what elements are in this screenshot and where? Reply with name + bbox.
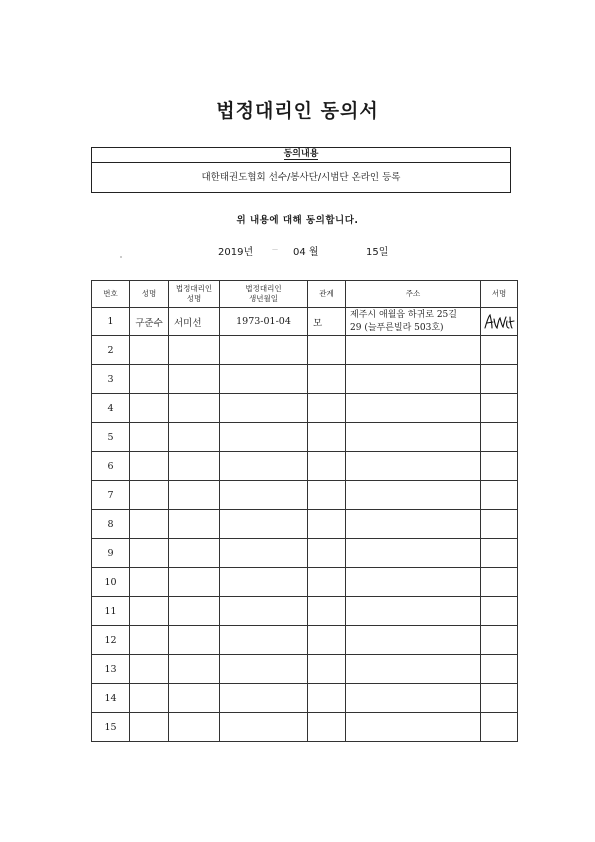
signature-table [91,280,518,742]
cell-no: 12 [92,626,130,655]
cell-signature [481,365,518,394]
cell-guardian-name [169,626,220,655]
cell-guardian-birth [220,568,308,597]
cell-address [346,423,481,452]
address-line-2: 29 (늘푸른빌라 503호) [350,322,444,333]
table-row [92,308,518,336]
cell-relation [308,510,346,539]
consent-content: 대한태권도협회 선수/봉사단/시범단 온라인 등록 [201,172,401,183]
cell-relation [308,626,346,655]
cell-name [130,365,169,394]
table-row [92,626,518,655]
cell-name [130,539,169,568]
cell-signature [481,336,518,365]
cell-address [346,452,481,481]
cell-signature [481,539,518,568]
scan-speck [120,256,122,258]
cell-name [130,423,169,452]
table-body [92,308,518,742]
cell-guardian-birth [220,713,308,742]
table-row [92,684,518,713]
cell-no: 4 [92,394,130,423]
table-row [92,394,518,423]
header-signature: 서명 [481,281,518,308]
cell-relation: 모 [308,308,346,336]
cell-name [130,684,169,713]
cell-no: 3 [92,365,130,394]
cell-no: 10 [92,568,130,597]
cell-name [130,597,169,626]
cell-name [130,713,169,742]
table-row [92,539,518,568]
table-row [92,510,518,539]
cell-name [130,655,169,684]
cell-guardian-name [169,713,220,742]
cell-name [130,510,169,539]
cell-guardian-name [169,365,220,394]
cell-no: 15 [92,713,130,742]
cell-guardian-birth [220,394,308,423]
cell-address [346,684,481,713]
cell-name [130,568,169,597]
cell-address [346,655,481,684]
cell-relation [308,684,346,713]
header-relation: 관계 [308,281,346,308]
table-row [92,597,518,626]
cell-signature [481,423,518,452]
cell-no: 14 [92,684,130,713]
cell-address [346,568,481,597]
date-year: 2019년 [218,247,254,258]
cell-signature [481,510,518,539]
cell-no: 2 [92,336,130,365]
cell-no: 13 [92,655,130,684]
consent-box [91,147,511,193]
cell-guardian-birth [220,510,308,539]
cell-signature [481,713,518,742]
cell-relation [308,539,346,568]
cell-address [346,597,481,626]
cell-guardian-name [169,481,220,510]
cell-name [130,336,169,365]
table-row [92,336,518,365]
cell-guardian-birth [220,626,308,655]
cell-guardian-birth [220,452,308,481]
cell-relation [308,655,346,684]
header-guardian-birth: 법정대리인 생년월일 [220,281,308,308]
cell-no: 11 [92,597,130,626]
cell-no: 5 [92,423,130,452]
cell-no: 6 [92,452,130,481]
cell-guardian-birth [220,423,308,452]
cell-guardian-name [169,336,220,365]
cell-signature [481,655,518,684]
address-line-1: 제주시 애월읍 하귀로 25길 [350,309,457,320]
cell-guardian-name [169,394,220,423]
cell-signature [481,597,518,626]
cell-name: 구준수 [130,308,169,336]
cell-relation [308,365,346,394]
table-row [92,655,518,684]
cell-address [346,510,481,539]
cell-guardian-birth: 1973-01-04 [220,308,308,336]
cell-address [346,626,481,655]
table-row [92,481,518,510]
cell-relation [308,423,346,452]
cell-guardian-birth [220,684,308,713]
cell-name [130,626,169,655]
date-day: 15일 [366,247,389,258]
cell-relation [308,597,346,626]
cell-guardian-birth [220,336,308,365]
cell-guardian-name [169,539,220,568]
cell-guardian-name [169,423,220,452]
cell-signature [481,626,518,655]
cell-address [346,481,481,510]
cell-address [346,394,481,423]
cell-no: 7 [92,481,130,510]
cell-name [130,452,169,481]
header-address: 주소 [346,281,481,308]
cell-signature [481,684,518,713]
cell-name [130,394,169,423]
cell-relation [308,713,346,742]
cell-no: 9 [92,539,130,568]
header-guardian-name: 법정대리인 성명 [169,281,220,308]
cell-guardian-birth [220,655,308,684]
cell-address [346,713,481,742]
consent-header-label: 동의내용 [283,149,319,159]
cell-signature [481,568,518,597]
header-name: 성명 [130,281,169,308]
cell-signature [481,394,518,423]
cell-address [346,365,481,394]
cell-guardian-birth [220,597,308,626]
cell-relation [308,481,346,510]
handwritten-signature [482,311,516,333]
table-header-row [92,281,518,308]
table-row [92,568,518,597]
cell-guardian-name [169,655,220,684]
table-row [92,365,518,394]
cell-guardian-name [169,597,220,626]
cell-address [346,539,481,568]
cell-guardian-name: 서미선 [169,308,220,336]
table-row [92,423,518,452]
cell-no: 8 [92,510,130,539]
cell-signature [481,452,518,481]
cell-name [130,481,169,510]
page-title: 법정대리인 동의서 [216,100,379,122]
cell-relation [308,394,346,423]
cell-guardian-name [169,510,220,539]
table-row [92,713,518,742]
cell-address [346,336,481,365]
cell-signature [481,308,518,336]
cell-no: 1 [92,308,130,336]
cell-relation [308,336,346,365]
cell-signature [481,481,518,510]
cell-guardian-birth [220,539,308,568]
consent-header [92,148,510,163]
date-separator-mark: — [272,246,278,253]
date-month: 04 월 [293,247,319,258]
table-row [92,452,518,481]
cell-guardian-birth [220,481,308,510]
cell-relation [308,452,346,481]
cell-guardian-name [169,684,220,713]
agree-statement: 위 내용에 대해 동의합니다. [236,215,359,226]
cell-address [346,308,481,336]
cell-guardian-name [169,452,220,481]
header-no: 번호 [92,281,130,308]
cell-guardian-name [169,568,220,597]
cell-relation [308,568,346,597]
cell-guardian-birth [220,365,308,394]
